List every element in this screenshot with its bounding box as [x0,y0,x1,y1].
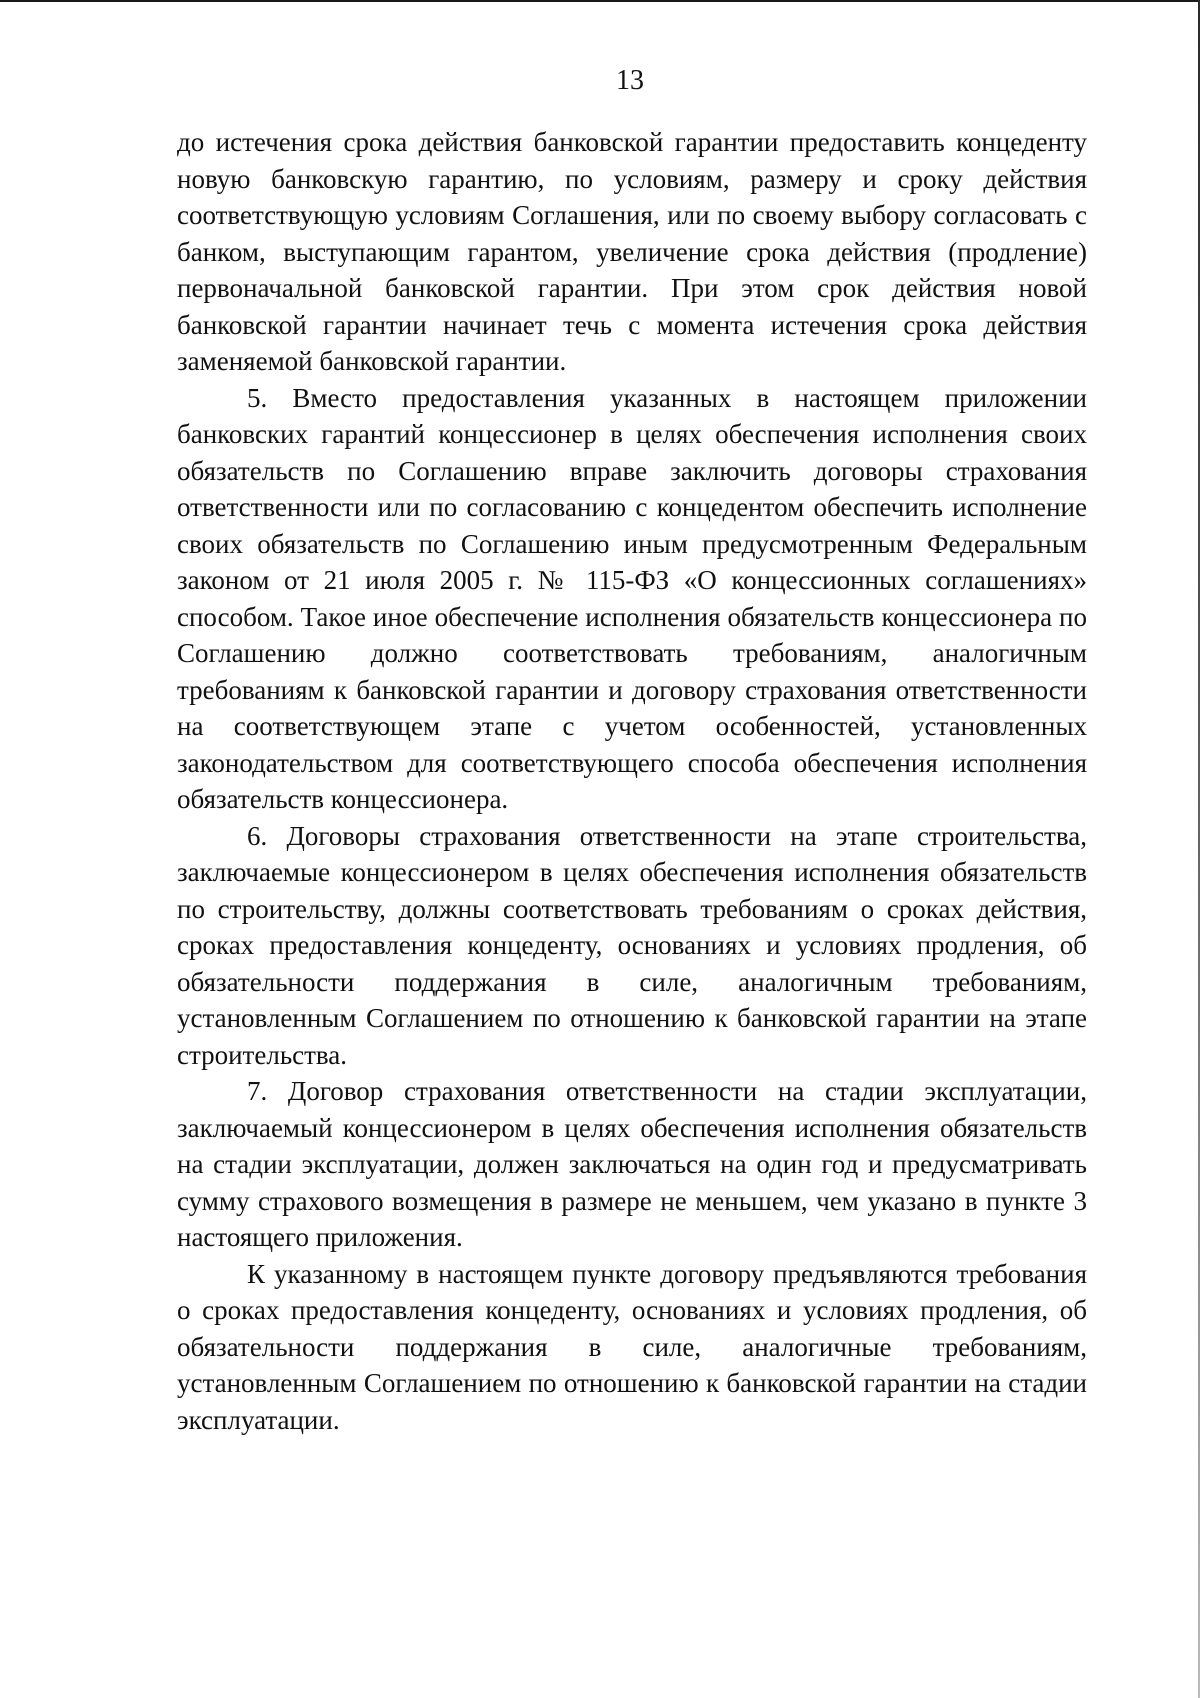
scan-edge-top [0,0,1200,2]
paragraph-item-7-requirements: К указанному в настоящем пункте договору предъявляются требования о сроках предоставления концеденту, основаниях и условиях продления, об обязательности поддержания в силе, аналогичные требованиям, установленным Соглашением по отношению к банковской гарантии на стадии эксплуатации. [177,1258,1087,1435]
paragraph-item-7: 7. Договор страхования ответственности на стадии эксплуатации, заключаемый концессионером в целях обеспечения исполнения обязательств на стадии эксплуатации, должен заключаться на один год и предусматривать сумму страхового возмещения в размере не меньшем, чем указано в пункте 3 настоящего приложения. [177,1076,1087,1252]
paragraph-continuation: до истечения срока действия банковской гарантии предоставить концеденту новую банковскую гарантию, по условиям, размеру и сроку действия соответствующую условиям Соглашения, или по своему выбору согласовать с банком, выступающим гарантом, увеличение срока действия (продление) первоначальной банковской гарантии. При этом срок действия новой банковской гарантии начинает течь с момента истечения срока действия заменяемой банковской гарантии. [177,127,1087,376]
page-number: 13 [616,65,644,96]
body-text [177,124,1087,1438]
paragraph-item-6: 6. Договоры страхования ответственности на этапе строительства, заключаемые концессионером в целях обеспечения исполнения обязательств по строительству, должны соответствовать требованиям о сроках действия, сроках предоставления концеденту, основаниях и условиях продления, об обязательности поддержания в силе, аналогичным требованиям, установленным Соглашением по отношению к банковской гарантии на этапе строительства. [177,820,1087,1070]
paragraph-item-5: 5. Вместо предоставления указанных в настоящем приложении банковских гарантий концессионер в целях обеспечения исполнения своих обязательств по Соглашению вправе заключить договоры страхования ответственности или по согласованию с концедентом обеспечить исполнение своих обязательств по Соглашению иным предусмотренным Федеральным законом от 21 июля 2005 г. № 115-ФЗ «О концессионных соглашениях» способом. Такое иное обеспечение исполнения обязательств концессионера по Соглашению должно соответствовать требованиям, аналогичным требованиям к банковской гарантии и договору страхования ответственности на соответствующем этапе с учетом особенностей, установленных законодательством для соответствующего способа обеспечения исполнения обязательств концессионера. [177,382,1087,814]
